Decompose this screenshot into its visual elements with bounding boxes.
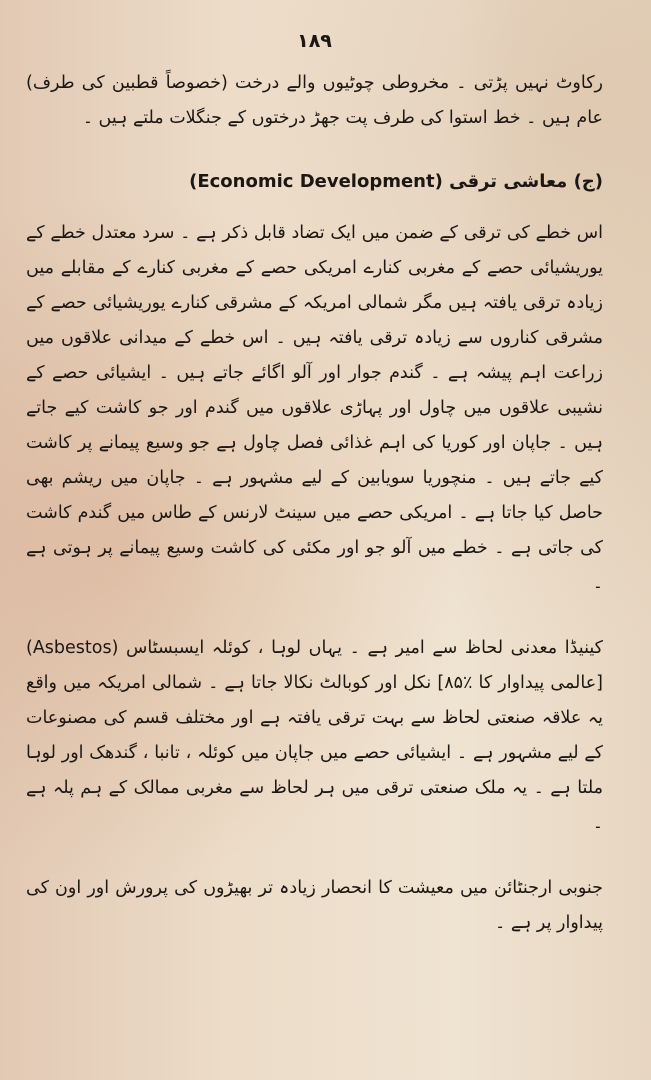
heading-urdu-title: (ج) معاشی ترقی — [449, 171, 603, 192]
paragraph-agricultural-development: اس خطے کی ترقی کے ضمن میں ایک تضاد قابل ذکر ہے ۔ سرد معتدل خطے کے یوریشیائی حصے کے مغربی کنارے امریکی حصے کے مغربی کنارے کے مقابلے میں زیادہ ترقی یافتہ ہیں مگر شمالی امریکہ کے مشرقی کنارے یوریشیائی حصے کے مشرقی کناروں سے زیادہ ترقی یافتہ ہیں ۔ اس خطے کے میدانی علاقوں میں زراعت اہم پیشہ ہے ۔ گندم جوار اور آلو اگائے جاتے ہیں ۔ ایشیائی حصے کے نشیبی علاقوں میں چاول اور پہاڑی علاقوں میں گندم اور جو کاشت کیے جاتے ہیں ۔ جاپان اور کوریا کی اہم غذائی فصل چاول ہے جو وسیع پیمانے پر کاشت کیے جاتے ہیں ۔ منچوریا سویابین کے لیے مشہور ہے ۔ جاپان میں ریشم بھی حاصل کیا جاتا ہے ۔ امریکی حصے میں سینٹ لارنس کے طاس میں گندم کاشت کی جاتی ہے ۔ خطے میں آلو جو اور مکئی کی کاشت وسیع پیمانے پر ہوتی ہے ۔ — [26, 223, 603, 593]
section-heading-economic-development — [26, 166, 603, 198]
paragraph-forest-types: رکاوٹ نہیں پڑتی ۔ مخروطی چوٹیوں والے درخت (خصوصاً قطبین کی طرف) عام ہیں ۔ خط استوا کی طرف پت جھڑ درختوں کے جنگلات ملتے ہیں ۔ — [26, 73, 603, 128]
paragraph-argentina-economy: جنوبی ارجنٹائن میں معیشت کا انحصار زیادہ تر بھیڑوں کی پرورش اور اون کی پیداوار پر ہے ۔ — [26, 878, 603, 933]
paragraph-mineral-resources: کینیڈا معدنی لحاظ سے امیر ہے ۔ یہاں لوہا ، کوئلہ ایسبسٹاس (Asbestos) [عالمی پیداوار کا ٪۸۵] نکل اور کوبالٹ نکالا جاتا ہے ۔ شمالی امریکہ میں واقع یہ علاقہ صنعتی لحاظ سے بہت ترقی یافتہ ہے اور مختلف قسم کی مصنوعات کے لیے مشہور ہے ۔ ایشیائی حصے میں جاپان میں کوئلہ ، تانبا ، گندھک اور لوہا ملتا ہے ۔ یہ ملک صنعتی ترقی میں ہر لحاظ سے مغربی ممالک کے ہم پلہ ہے ۔ — [26, 638, 603, 833]
heading-english-title: (Economic Development) — [189, 171, 443, 192]
page-number: ١٨٩ — [297, 30, 332, 52]
